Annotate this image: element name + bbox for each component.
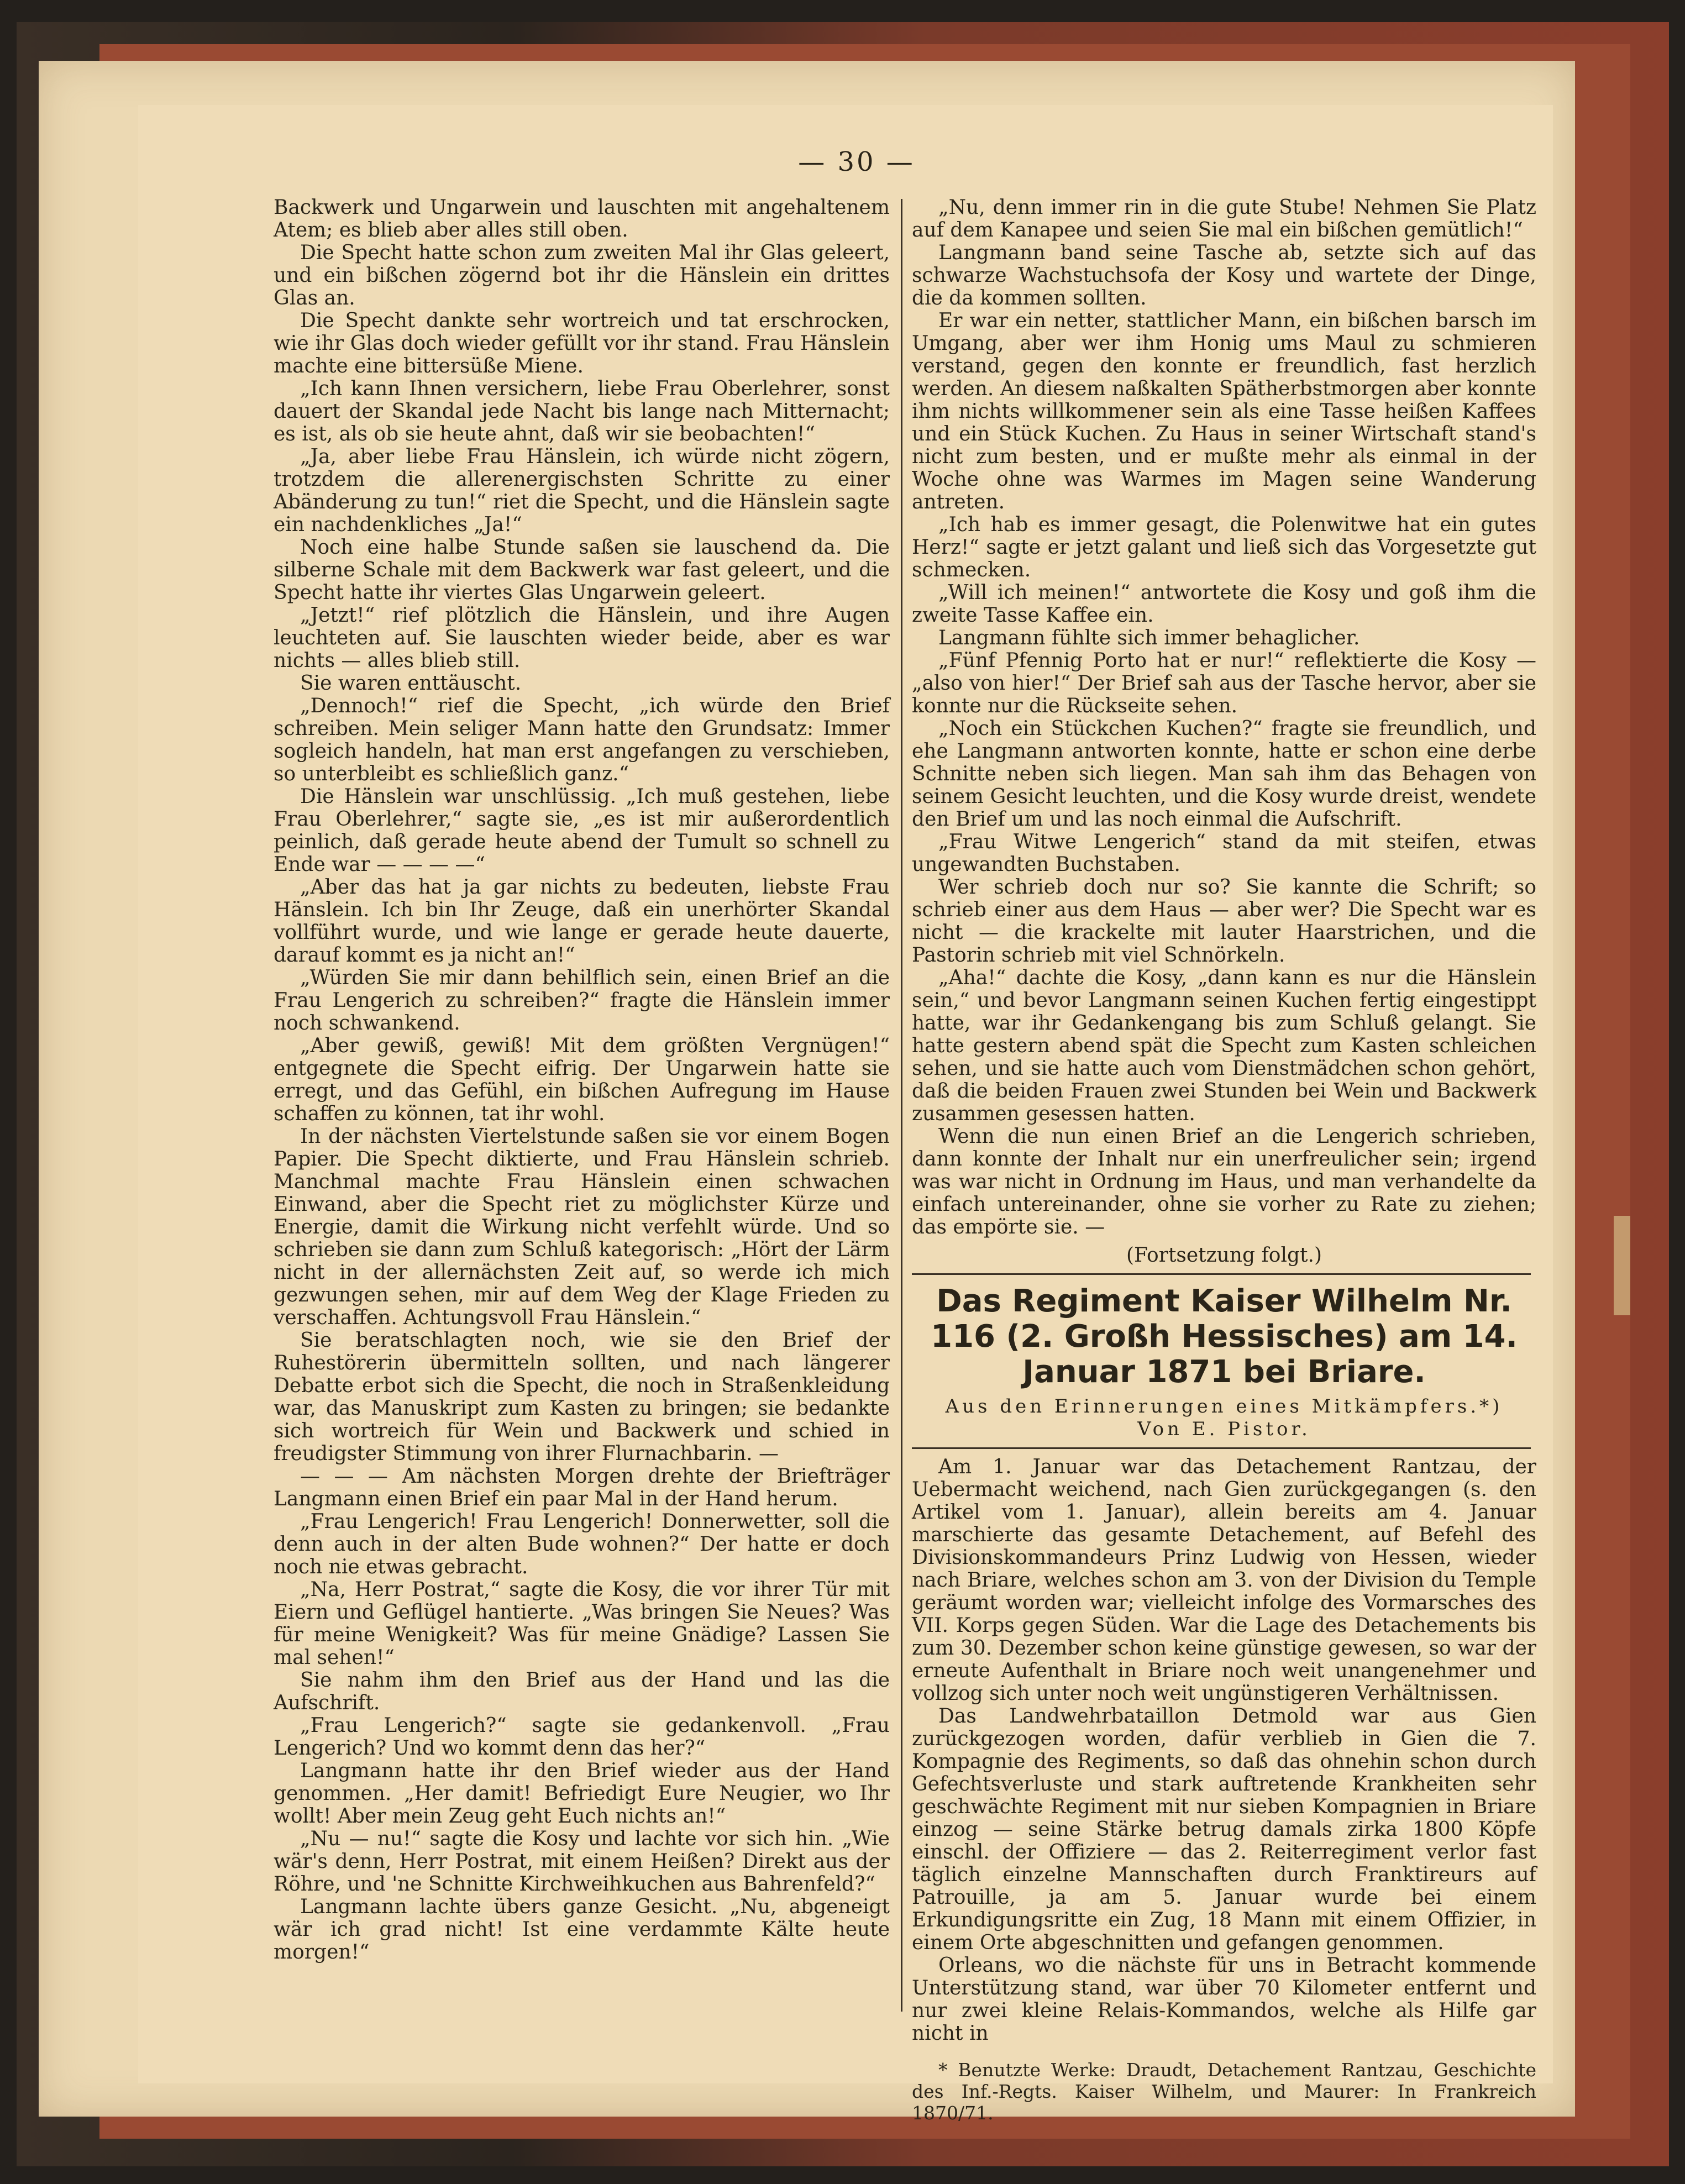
paragraph: Backwerk und Ungarwein und lauschten mit angehaltenem Atem; es blieb aber alles still oben. xyxy=(274,196,890,242)
paragraph: Wer schrieb doch nur so? Sie kannte die Schrift; so schrieb einer aus dem Haus — aber wer? Die Specht war es nicht — die krackelte mit lauter Haarstrichen, und die Pastorin schrieb mit viel Schnörkeln. xyxy=(912,876,1536,967)
paragraph: Noch eine halbe Stunde saßen sie lauschend da. Die silberne Schale mit dem Backwerk war fast geleert, und die Specht hatte ihr viertes Glas Ungarwein geleert. xyxy=(274,536,890,604)
article-subtitle: Aus den Erinnerungen eines Mitkämpfers.*) xyxy=(945,1395,1503,1418)
paragraph: Am 1. Januar war das Detachement Rantzau, der Uebermacht weichend, nach Gien zurückgegangen (s. den Artikel vom 1. Januar), allein bereits am 4. Januar marschierte das gesamte Detachement, auf Befehl des Divisionskommandeurs Prinz Ludwig von Hessen, wieder nach Briare, welches schon am 3. von der Division du Temple geräumt worden war; vielleicht infolge des Vormarsches des VII. Korps gegen Süden. War die Lage des Detachements bis zum 30. Dezember schon keine günstige gewesen, so war der erneute Aufenthalt in Briare noch weit unangenehmer und vollzog sich unter noch weit ungünstigeren Verhältnissen. xyxy=(912,1456,1536,1705)
paragraph: Langmann hatte ihr den Brief wieder aus der Hand genommen. „Her damit! Befriedigt Eure Neugier, wo Ihr wollt! Aber mein Zeug geht Euch nichts an!“ xyxy=(274,1760,890,1828)
paragraph: — — — Am nächsten Morgen drehte der Briefträger Langmann einen Brief ein paar Mal in der Hand herum. xyxy=(274,1465,890,1510)
paragraph: „Nu, denn immer rin in die gute Stube! Nehmen Sie Platz auf dem Kanapee und seien Sie mal ein bißchen gemütlich!“ xyxy=(912,196,1536,242)
page-number: — 30 — xyxy=(798,146,915,177)
paragraph: „Ja, aber liebe Frau Hänslein, ich würde nicht zögern, trotzdem die allerenergischsten Schritte zu einer Abänderung zu tun!“ riet die Specht, und die Hänslein sagte ein nachdenkliches „Ja!“ xyxy=(274,445,890,536)
article-author: Von E. Pistor. xyxy=(1137,1418,1311,1440)
paragraph: Langmann band seine Tasche ab, setzte sich auf das schwarze Wachstuchsofa der Kosy und wartete der Dinge, die da kommen sollten. xyxy=(912,242,1536,309)
page-wear-mark xyxy=(1614,1216,1630,1315)
section-rule xyxy=(912,1273,1531,1275)
paragraph: „Ich hab es immer gesagt, die Polenwitwe hat ein gutes Herz!“ sagte er jetzt galant und ließ sich das Vorgesetzte gut schmecken. xyxy=(912,513,1536,581)
paragraph: Er war ein netter, stattlicher Mann, ein bißchen barsch im Umgang, aber wer ihm Honig ums Maul zu schmieren verstand, gegen den konnte er freundlich, fast herzlich werden. An diesem naßkalten Spätherbstmorgen aber konnte ihm nichts willkommener sein als eine Tasse heißen Kaffees und ein Stück Kuchen. Zu Haus in seiner Wirtschaft stand's nicht zum besten, und er mußte mehr als einmal in der Woche ohne was Warmes im Magen seine Wanderung antreten. xyxy=(912,309,1536,513)
section-rule xyxy=(912,1447,1531,1449)
article-title: Das Regiment Kaiser Wilhelm Nr. 116 (2. Großh Hessisches) am 14. Januar 1871 bei Briare. xyxy=(931,1283,1518,1390)
paragraph: „Ich kann Ihnen versichern, liebe Frau Oberlehrer, sonst dauert der Skandal jede Nacht bis lange nach Mitternacht; es ist, als ob sie heute ahnt, daß wir sie beobachten!“ xyxy=(274,377,890,445)
paragraph: Das Landwehrbataillon Detmold war aus Gien zurückgezogen worden, dafür verblieb in Gien die 7. Kompagnie des Regiments, so daß das ohnehin schon durch Gefechtsverluste und stark auftretende Krankheiten sehr geschwächte Regiment mit nur sieben Kompagnien in Briare einzog — seine Stärke betrug damals zirka 1800 Köpfe einschl. der Offiziere — das 2. Reiterregiment verlor fast täglich einzelne Mannschaften durch Franktireurs auf Patrouille, ja am 5. Januar wurde bei einem Erkundigungsritte ein Zug, 18 Mann mit einem Offizier, in einem Orte abgeschnitten und gefangen genommen. xyxy=(912,1705,1536,1954)
paragraph: Wenn die nun einen Brief an die Lengerich schrieben, dann konnte der Inhalt nur ein unerfreulicher sein; irgend was war nicht in Ordnung im Haus, und man verhandelte da einfach untereinander, ohne sie vorher zu Rate zu ziehen; das empörte sie. — xyxy=(912,1125,1536,1238)
right-column xyxy=(912,196,1536,2124)
paragraph: „Jetzt!“ rief plötzlich die Hänslein, und ihre Augen leuchteten auf. Sie lauschten wieder beide, aber es war nichts — alles blieb still. xyxy=(274,604,890,672)
paragraph: „Frau Lengerich?“ sagte sie gedankenvoll. „Frau Lengerich? Und wo kommt denn das her?“ xyxy=(274,1714,890,1760)
paragraph: Sie nahm ihm den Brief aus der Hand und las die Aufschrift. xyxy=(274,1669,890,1714)
continuation-note: (Fortsetzung folgt.) xyxy=(1126,1244,1322,1267)
paragraph: Die Hänslein war unschlüssig. „Ich muß gestehen, liebe Frau Oberlehrer,“ sagte sie, „es ist mir außerordentlich peinlich, daß gerade heute abend der Tumult so schnell zu Ende war — — — —“ xyxy=(274,785,890,876)
paragraph: „Fünf Pfennig Porto hat er nur!“ reflektierte die Kosy — „also von hier!“ Der Brief sah aus der Tasche hervor, aber sie konnte nur die Rückseite sehen. xyxy=(912,649,1536,717)
paragraph: „Aber gewiß, gewiß! Mit dem größten Vergnügen!“ entgegnete die Specht eifrig. Der Ungarwein hatte sie erregt, und das Gefühl, ein bißchen Aufregung im Hause schaffen zu können, tat ihr wohl. xyxy=(274,1035,890,1125)
paragraph: „Frau Witwe Lengerich“ stand da mit steifen, etwas ungewandten Buchstaben. xyxy=(912,831,1536,876)
paragraph: Die Specht dankte sehr wortreich und tat erschrocken, wie ihr Glas doch wieder gefüllt vor ihr stand. Frau Hänslein machte eine bittersüße Miene. xyxy=(274,309,890,377)
paragraph: Die Specht hatte schon zum zweiten Mal ihr Glas geleert, und ein bißchen zögernd bot ihr die Hänslein ein drittes Glas an. xyxy=(274,242,890,309)
paragraph: Orleans, wo die nächste für uns in Betracht kommende Unterstützung stand, war über 70 Kilometer entfernt und nur zwei kleine Relais-Kommandos, welche als Hilfe gar nicht in xyxy=(912,1954,1536,2045)
paragraph: „Dennoch!“ rief die Specht, „ich würde den Brief schreiben. Mein seliger Mann hatte den Grundsatz: Immer sogleich handeln, hat man erst angefangen zu verschieben, so unterbleibt es schließlich ganz.“ xyxy=(274,695,890,785)
paragraph: „Noch ein Stückchen Kuchen?“ fragte sie freundlich, und ehe Langmann antworten konnte, hatte er schon eine derbe Schnitte neben sich liegen. Man sah ihm das Behagen von seinem Gesicht leuchten, und die Kosy wurde dreist, wendete den Brief um und las noch einmal die Aufschrift. xyxy=(912,717,1536,831)
paragraph: „Nu — nu!“ sagte die Kosy und lachte vor sich hin. „Wie wär's denn, Herr Postrat, mit einem Heißen? Direkt aus der Röhre, und 'ne Schnitte Kirchweihkuchen aus Bahrenfeld?“ xyxy=(274,1828,890,1896)
footnote xyxy=(912,2059,1536,2124)
paragraph: In der nächsten Viertelstunde saßen sie vor einem Bogen Papier. Die Specht diktierte, und Frau Hänslein schrieb. Manchmal machte Frau Hänslein einen schwachen Einwand, aber die Specht riet zu möglichster Kürze und Energie, damit die Wirkung nicht verfehlt würde. Und so schrieben sie dann zum Schluß kategorisch: „Hört der Lärm nicht in der allernächsten Zeit auf, so werde ich mich gezwungen sehen, mir auf dem Weg der Klage Frieden zu verschaffen. Achtungsvoll Frau Hänslein.“ xyxy=(274,1125,890,1329)
paragraph: „Na, Herr Postrat,“ sagte die Kosy, die vor ihrer Tür mit Eiern und Geflügel hantierte. „Was bringen Sie Neues? Was für meine Wenigkeit? Was für meine Gnädige? Lassen Sie mal sehen!“ xyxy=(274,1578,890,1669)
footnote-text: * Benutzte Werke: Draudt, Detachement Rantzau, Geschichte des Inf.-Regts. Kaiser Wilhelm, und Maurer: In Frankreich 1870/71. xyxy=(912,2059,1536,2124)
paragraph: Langmann fühlte sich immer behaglicher. xyxy=(938,627,1360,649)
paragraph: „Frau Lengerich! Frau Lengerich! Donnerwetter, soll die denn auch in der alten Bude wohnen?“ Der hatte er doch noch nie etwas gebracht. xyxy=(274,1510,890,1578)
paragraph: „Aha!“ dachte die Kosy, „dann kann es nur die Hänslein sein,“ und bevor Langmann seinen Kuchen fertig eingestippt hatte, war ihr Gedankengang bis zum Schluß gelangt. Sie hatte gestern abend spät die Specht zum Kasten schleichen sehen, und sie hatte auch vom Dienstmädchen schon gehört, daß die beiden Frauen zwei Stunden bei Wein und Backwerk zusammen gesessen hatten. xyxy=(912,967,1536,1125)
column-divider xyxy=(901,199,902,2012)
paragraph: „Aber das hat ja gar nichts zu bedeuten, liebste Frau Hänslein. Ich bin Ihr Zeuge, daß ein unerhörter Skandal vollführt wurde, und wie lange er gerade heute dauerte, darauf kommt es ja nicht an!“ xyxy=(274,876,890,967)
paragraph: Sie beratschlagten noch, wie sie den Brief der Ruhestörerin übermitteln sollten, und nach längerer Debatte erbot sich die Specht, die noch in Straßenkleidung war, das Manuskript zum Kasten zu bringen; sie bedankte sich wortreich für Wein und Backwerk und schied in freudigster Stimmung von ihrer Flurnachbarin. — xyxy=(274,1329,890,1465)
paragraph: Langmann lachte übers ganze Gesicht. „Nu, abgeneigt wär ich grad nicht! Ist eine verdammte Kälte heute morgen!“ xyxy=(274,1896,890,1964)
left-column xyxy=(274,196,890,1964)
paragraph: „Würden Sie mir dann behilflich sein, einen Brief an die Frau Lengerich zu schreiben?“ fragte die Hänslein immer noch schwankend. xyxy=(274,967,890,1035)
paragraph: „Will ich meinen!“ antwortete die Kosy und goß ihm die zweite Tasse Kaffee ein. xyxy=(912,581,1536,627)
paragraph: Sie waren enttäuscht. xyxy=(300,672,522,695)
